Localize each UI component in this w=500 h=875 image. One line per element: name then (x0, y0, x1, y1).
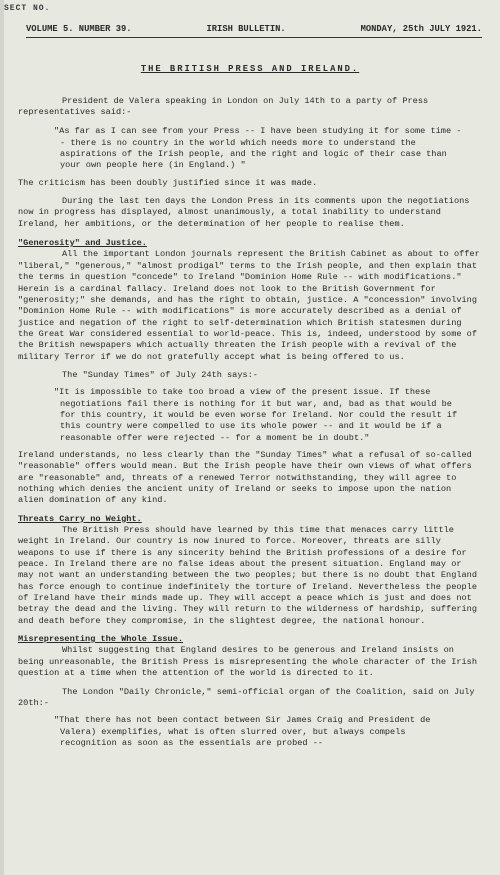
article-title: THE BRITISH PRESS AND IRELAND. (140, 64, 360, 75)
bulletin-header (26, 24, 482, 38)
justified-line: The criticism has been doubly justified since it was made. (18, 177, 318, 188)
sunday-times-quote: "It is impossible to take too broad a view of the present issue. If these negotiations fail there is nothing for it but war, and, bad as that would be for this country, it would be even worse for Ireland. Nor could the result if this country were compelled to use its whole power -- and it would be if a reasonable offer were rejected -- for a moment be in doubt." (54, 387, 458, 443)
section-heading-generosity: "Generosity" and Justice. (18, 238, 147, 249)
press-comments-paragraph: During the last ten days the London Press in its comments upon the negotiations now in progress has displayed, almost unanimously, a total inability to understand Ireland, her ambitions, or the determination of her people to realise them. (18, 196, 470, 229)
section-heading-misrepresenting: Misrepresenting the Whole Issue. (18, 634, 184, 645)
top-stamp: SECT NO. (4, 4, 51, 13)
threats-paragraph: The British Press should have learned by this time that menaces carry little weight in Ireland. Our country is now inured to force. Moreover, threats are silly weapons to use if there is any sincerity behind the British professions of a desire for peace. In Ireland there are no false ideas about the present situation. England may or may not want an understanding between the two peoples; but there is no doubt that England has force enough to continue indefinitely the torture of Ireland. Nevertheless the people of Ireland have their minds made up. They will accept a peace which is just and does not betray the dead and the living. They will return to the wilderness of hardship, suffering and death before they compromise, in the slightest degree, the national honour. (18, 525, 477, 626)
misrepresenting-paragraph: Whilst suggesting that England desires to be generous and Ireland insists on being unreasonable, the British Press is misrepresenting the whole character of the Irish question at a time when the attention of the world is directed to it. (18, 645, 477, 679)
volume-number: VOLUME 5. NUMBER 39. (26, 24, 132, 34)
intro-paragraph: President de Valera speaking in London on July 14th to a party of Press representatives said:- (18, 95, 429, 118)
section-heading-threats: Threats Carry no Weight. (18, 513, 142, 524)
generosity-paragraph: All the important London journals represent the British Cabinet as about to offer "liberal," "generous," "almost prodigal" terms to the Irish people, and then explain that the terms in question "concede" to Ireland "Dominion Home Rule -- with modifications." Herein is a cardinal fallacy. Ireland does not look to the British Government for "generosity;" she demands, and has the right to obtain, justice. A "concession" involving "Dominion Home Rule -- with modifications" is more accurately described as a denial of justice and negation of the right to self-determination which British statesmen during the Great War considered essential to world-peace. This is, indeed, understood by some of the British newspapers which actually threaten the Irish people with a revival of the military Terror if we do not gratefully accept what is being offered to us. (18, 249, 480, 362)
daily-chronicle-intro: The London "Daily Chronicle," semi-official organ of the Coalition, said on July 20th:- (18, 686, 475, 708)
sunday-times-intro: The "Sunday Times" of July 24th says:- (62, 369, 258, 380)
issue-date: MONDAY, 25th JULY 1921. (360, 24, 482, 34)
publication-name: IRISH BULLETIN. (206, 24, 286, 34)
ireland-understands-paragraph: Ireland understands, no less clearly than the "Sunday Times" what a refusal of so-called "reasonable" offers would mean. But the Irish people have their own views of what offers are "reasonable" and, threats of a renewed Terror notwithstanding, they will agree to nothing which denies the ancient unity of Ireland or seeks to impose upon the nation alien domination of any kind. (18, 449, 472, 506)
de-valera-quote: "As far as I can see from your Press -- I have been studying it for some time -- there is no country in the world which needs more to understand the aspirations of the Irish people, and the right and logic of their case than your own people here (in England.) " (54, 126, 462, 171)
daily-chronicle-quote: "That there has not been contact between Sir James Craig and President de Valera) exemplifies, what is often slurred over, but always compels recognition as soon as the essentials are probed -- (54, 715, 431, 748)
